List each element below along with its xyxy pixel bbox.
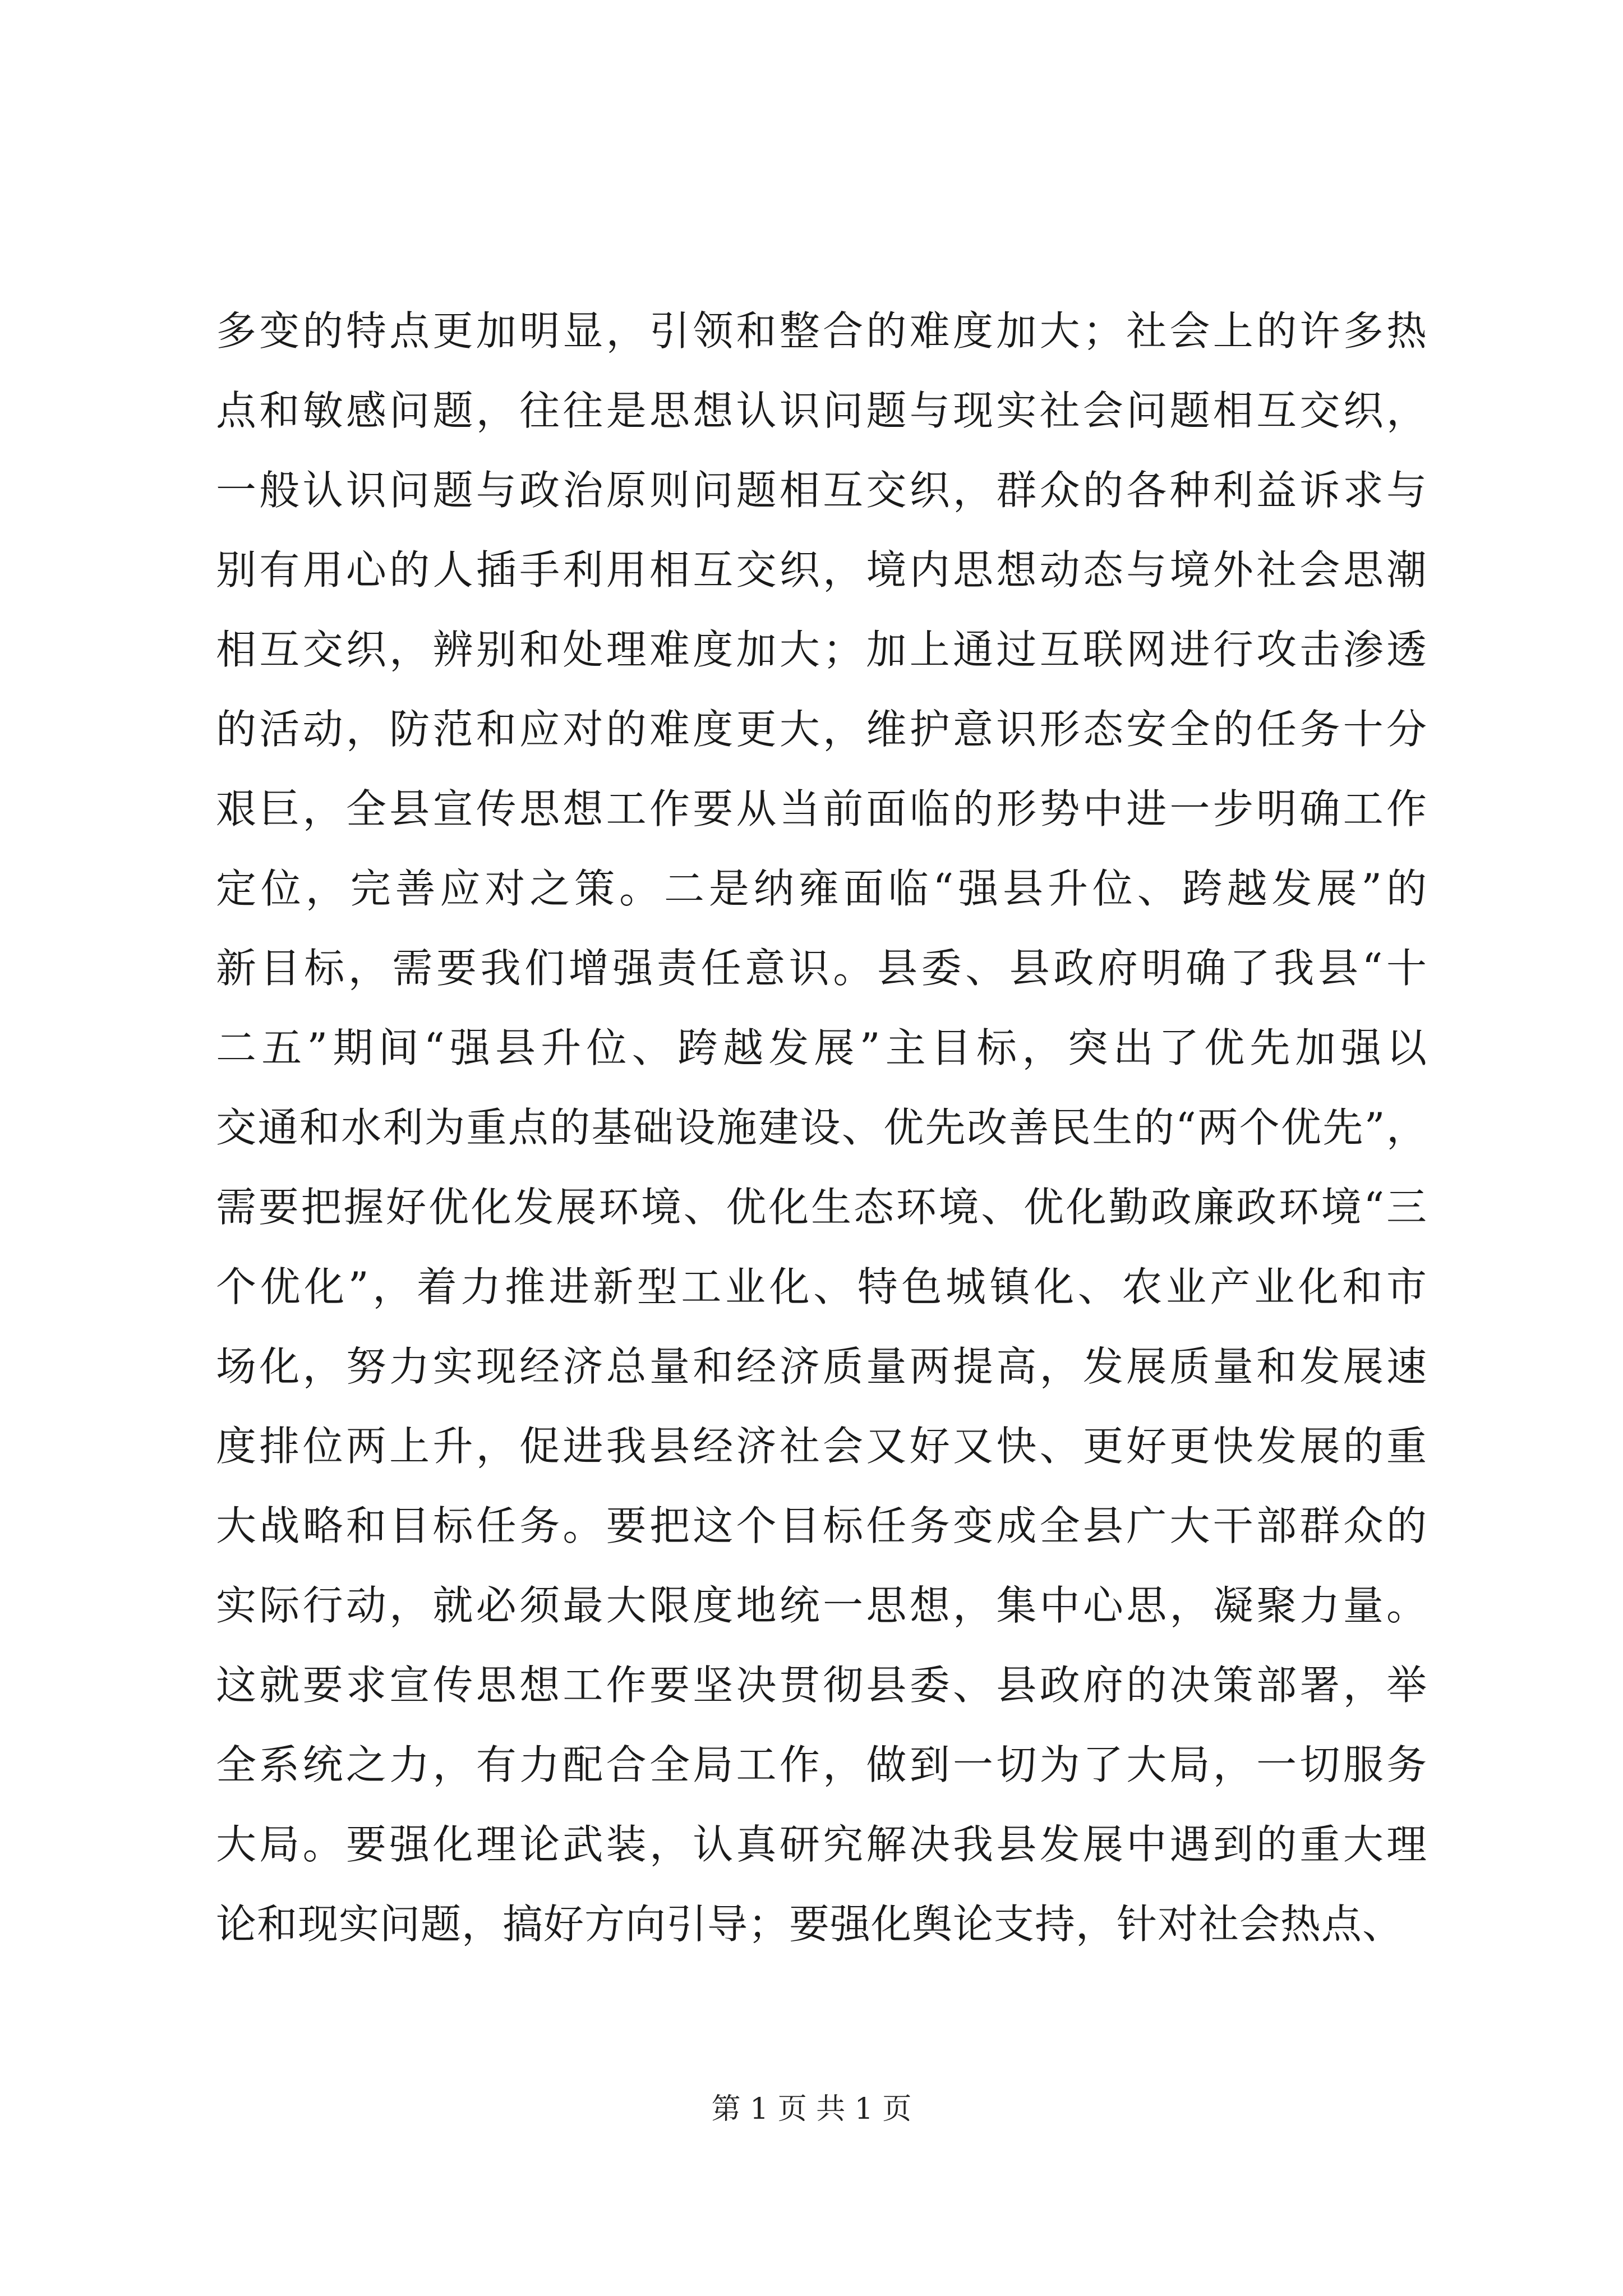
text-line: 一般认识问题与政治原则问题相互交织，群众的各种利益诉求与 — [216, 467, 1427, 514]
text-line: 论和现实问题，搞好方向引导；要强化舆论支持，针对社会热点、 — [216, 1901, 1404, 1948]
text-line: 个优化”，着力推进新型工业化、特色城镇化、农业产业化和市 — [216, 1263, 1427, 1310]
text-line: 别有用心的人插手利用相互交织，境内思想动态与境外社会思潮 — [216, 546, 1427, 593]
text-line: 多变的特点更加明显，引领和整合的难度加大；社会上的许多热 — [216, 307, 1427, 355]
text-line: 点和敏感问题，往往是思想认识问题与现实社会问题相互交织， — [216, 387, 1427, 434]
page-footer: 第 1 页 共 1 页 — [711, 2092, 912, 2126]
text-line: 相互交织，辨别和处理难度加大；加上通过互联网进行攻击渗透 — [216, 626, 1427, 673]
text-line: 大局。要强化理论武装，认真研究解决我县发展中遇到的重大理 — [216, 1821, 1427, 1868]
text-line: 交通和水利为重点的基础设施建设、优先改善民生的“两个优先”， — [216, 1104, 1427, 1151]
text-line: 新目标，需要我们增强责任意识。县委、县政府明确了我县“十 — [216, 945, 1427, 992]
text-line: 需要把握好优化发展环境、优化生态环境、优化勤政廉政环境“三 — [216, 1184, 1427, 1231]
text-line: 艰巨，全县宣传思想工作要从当前面临的形势中进一步明确工作 — [216, 785, 1427, 832]
text-line: 的活动，防范和应对的难度更大，维护意识形态安全的任务十分 — [216, 706, 1427, 753]
text-line: 场化，努力实现经济总量和经济质量两提高，发展质量和发展速 — [216, 1343, 1427, 1390]
text-line: 大战略和目标任务。要把这个目标任务变成全县广大干部群众的 — [216, 1502, 1427, 1549]
text-line: 定位，完善应对之策。二是纳雍面临“强县升位、跨越发展”的 — [216, 865, 1427, 912]
text-line: 实际行动，就必须最大限度地统一思想，集中心思，凝聚力量。 — [216, 1582, 1427, 1629]
text-line: 二五”期间“强县升位、跨越发展”主目标，突出了优先加强以 — [216, 1024, 1427, 1071]
text-line: 这就要求宣传思想工作要坚决贯彻县委、县政府的决策部署，举 — [216, 1662, 1427, 1709]
text-line: 全系统之力，有力配合全局工作，做到一切为了大局，一切服务 — [216, 1741, 1427, 1788]
text-line: 度排位两上升，促进我县经济社会又好又快、更好更快发展的重 — [216, 1423, 1427, 1470]
